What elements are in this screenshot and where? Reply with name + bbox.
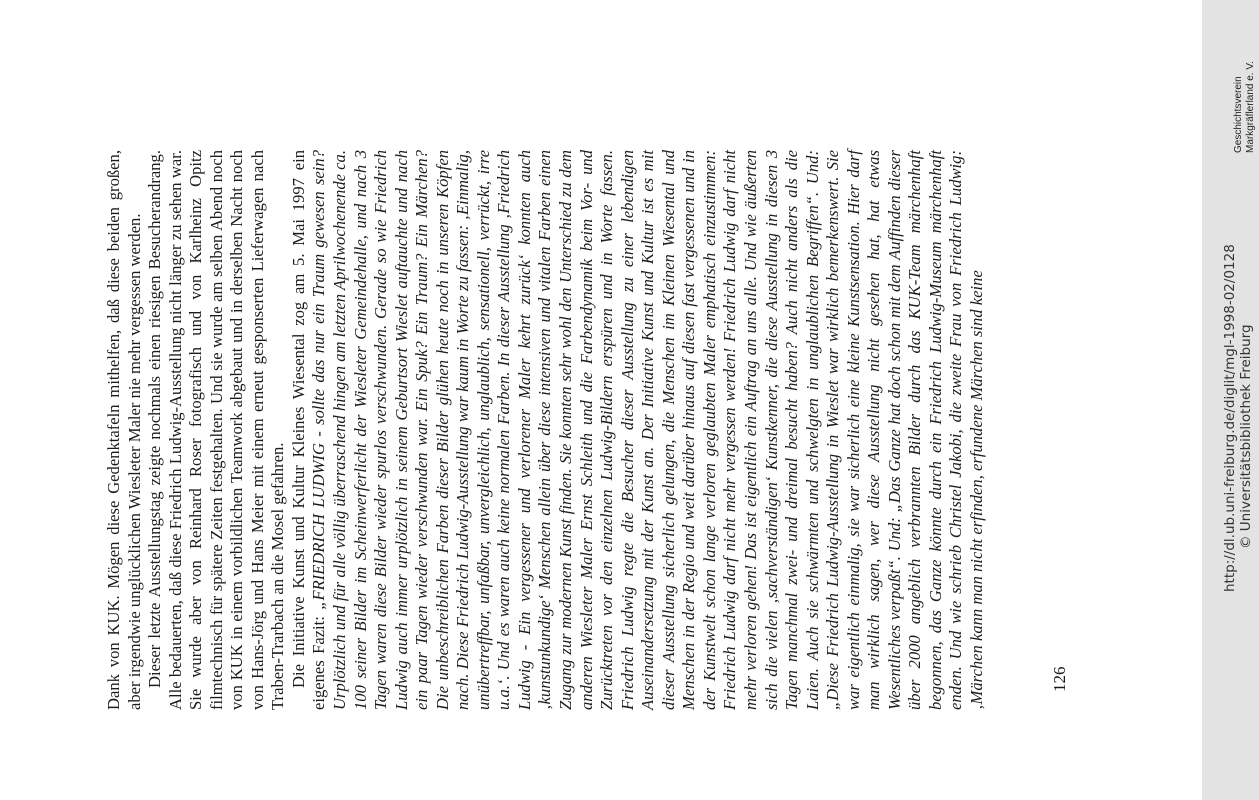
page-number: 126 — [1050, 666, 1069, 692]
copyright-notice: © Universitätsbibliothek Freiburg — [1238, 324, 1254, 549]
source-url-link[interactable]: http://dl.ub.uni-freiburg.de/diglit/mgl-1998-02/0128 — [1222, 244, 1238, 592]
paragraph-3 — [289, 150, 988, 710]
society-name-line-1: Geschichtsverein — [1233, 76, 1244, 153]
page-text-block — [104, 150, 1034, 710]
society-name-line-2: Markgräflerland e. V. — [1245, 61, 1256, 153]
paragraph-3-lead: Die Initiative Kunst und Kultur Kleines Wiesental zog am 5. Mai 1997 ein eigenes Fazit: — [288, 150, 329, 710]
paragraph-3-quote: „FRIEDRICH LUDWIG - sollte das nur ein Traum gewesen sein? Urplötzlich und für alle völlig überraschend hingen am letzten Aprilwochenende ca. 100 seiner Bilder im Scheinwerferlicht der Wiesleter Gemeindehalle, und nach 3 Tagen waren diese Bilder wieder spurlos verschwunden. Gerade so wie Friedrich Ludwig auch immer urplötzlich in seinem Geburtsort Wieslet auftauchte und nach ein paar Tagen wieder verschwunden war. Ein Spuk? Ein Traum? Ein Märchen? Die unbeschreiblichen Farben dieser Bilder glühen heute noch in unseren Köpfen nach. Diese Friedrich Ludwig-Ausstellung war kaum in Worte zu fassen: ‚Einmalig, unübertreffbar, unfaßbar, unvergleichlich, unglaublich, sensationell, verrückt, irre u.a.‘. Und es waren auch keine normalen Farben. In dieser Ausstellung ‚Friedrich Ludwig - Ein vergessener und verlorener Maler kehrt zurück‘ konnten auch ‚kunstunkundige‘ Menschen allein über diese intensiven und vitalen Farben einen Zugang zur modernen Kunst finden. Sie konnten sehr wohl den Unterschied zu dem anderen Wiesleter Maler Ernst Schleith und die Farbendynamik beim Vor- und Zurücktreten vor den einzelnen Ludwig-Bildern erspüren und in Worte fassen. Friedrich Ludwig regte die Besucher dieser Ausstellung zu einer lebendigen Auseinandersetzung mit der Kunst an. Der Initiative Kunst und Kultur ist es mit dieser Ausstellung sicherlich gelungen, die Menschen im Kleinen Wiesental und Menschen in der Regio und weit darüber hinaus auf diesen fast vergessenen und in der Kunstwelt schon lange verloren geglaubten Maler emphatisch einzustimmen: Friedrich Ludwig darf nicht mehr vergessen werden! Friedrich Ludwig darf nicht mehr verloren gehen! Das ist eigentlich ein Auftrag an uns alle. Und wie äußerten sich die vielen ‚sachverständigen‘ Kunstkenner, die diese Ausstellung in diesen 3 Tagen manchmal zwei- und dreimal besucht haben? Auch nicht anders als die Laien. Auch sie schwärmten und schwelgten in unglaublichen Begriffen“. Und: „Diese Friedrich Ludwig-Ausstellung in Wieslet war wirklich bemerkenswert. Sie war eigentlich einmalig, sie war sicherlich eine kleine Kunstsensation. Hier darf man wirklich sagen, wer diese Ausstellung nicht gesehen hat, hat etwas Wesentliches verpaßt“. Und: „Das Ganze hat doch schon mit dem Auffinden dieser über 2000 angeblich verbrannten Bilder durch das KUK-Team märchenhaft begonnen, das Ganze könnte durch ein Friedrich Ludwig-Museum märchenhaft enden. Und wie schrieb Christel Jakobi, die zweite Frau von Friedrich Ludwig: ‚Märchen kann man nicht erfinden, erfundene Märchen sind keine — [309, 149, 986, 710]
paragraph-1: Dank von KUK. Mögen diese Gedenktafeln mithelfen, daß diese beiden großen, aber irgendwie unglücklichen Wiesleter Maler nie mehr vergessen werden. — [104, 150, 144, 710]
body-text — [104, 150, 988, 710]
paragraph-2: Dieser letzte Ausstellungstag zeigte nochmals einen riesigen Besucherandrang. Alle bedauerten, daß diese Friedrich Ludwig-Ausstellung nicht länger zu sehen war. Sie wurde aber von Reinhard Roser fotografisch und von Karlheinz Opitz filmtechnisch für spätere Zeiten festgehalten. Und sie wurde am selben Abend noch von KUK in einem vorbildlichen Teamwork abgebaut und in derselben Nacht noch von Hans-Jörg und Hans Meier mit einem erneut gesponserten Lieferwagen nach Traben-Trarbach an die Mosel gefahren. — [145, 150, 288, 710]
